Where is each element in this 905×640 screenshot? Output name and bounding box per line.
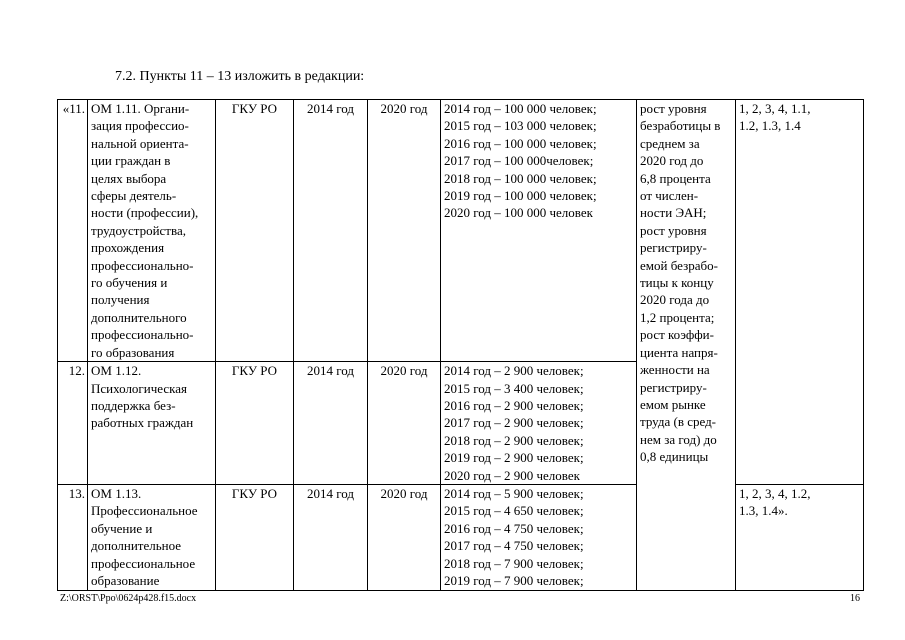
yearly-values: 2014 год – 2 900 человек; 2015 год – 3 400 человек; 2016 год – 2 900 человек; 2017 год – 2 900 человек; 2018 год – 2 900 человек; 2019 год – 2 900 человек; 2020 год – 2 900 человек — [441, 362, 637, 485]
indicators: 1, 2, 3, 4, 1.2, 1.3, 1.4». — [736, 484, 864, 590]
row-number: «11. — [58, 100, 88, 362]
executor: ГКУ РО — [216, 362, 294, 485]
indicators: 1, 2, 3, 4, 1.1, 1.2, 1.3, 1.4 — [736, 100, 864, 362]
row-number: 13. — [58, 484, 88, 590]
table-row — [58, 100, 864, 362]
expected-result: рост уровня безработицы в среднем за 2020 год до 6,8 процента от числен- ности ЭАН; рост уровня регистриру- емой безрабо- тицы к концу 2020 года до 1,2 процента; рост коэффи- циента напря- женности на регистриру- емом рынке труда (в сред- нем за год) до 0,8 единицы — [637, 100, 736, 591]
measure-name: ОМ 1.12. Психологическая поддержка без- работных граждан — [88, 362, 216, 485]
yearly-values: 2014 год – 100 000 человек; 2015 год – 103 000 человек; 2016 год – 100 000 человек; 2017 год – 100 000человек; 2018 год – 100 000 человек; 2019 год – 100 000 человек; 2020 год – 100 000 человек — [441, 100, 637, 362]
measure-name: ОМ 1.13. Профессиональное обучение и дополнительное профессиональное образование — [88, 484, 216, 590]
executor: ГКУ РО — [216, 100, 294, 362]
yearly-values: 2014 год – 5 900 человек; 2015 год – 4 650 человек; 2016 год – 4 750 человек; 2017 год – 4 750 человек; 2018 год – 7 900 человек; 2019 год – 7 900 человек; — [441, 484, 637, 590]
start-year: 2014 год — [294, 362, 368, 485]
table-row — [58, 362, 864, 485]
section-heading: 7.2. Пункты 11 – 13 изложить в редакции: — [115, 69, 365, 84]
indicators-empty — [736, 362, 864, 485]
table-row — [58, 484, 864, 590]
row-number: 12. — [58, 362, 88, 485]
measures-table — [57, 99, 864, 591]
end-year: 2020 год — [368, 362, 441, 485]
start-year: 2014 год — [294, 100, 368, 362]
end-year: 2020 год — [368, 484, 441, 590]
start-year: 2014 год — [294, 484, 368, 590]
page-number: 16 — [850, 593, 860, 604]
executor: ГКУ РО — [216, 484, 294, 590]
file-path: Z:\ORST\Ppo\0624p428.f15.docx — [60, 593, 197, 604]
measure-name: ОМ 1.11. Органи- зация профессио- нальной ориента- ции граждан в целях выбора сферы деятель- ности (профессии), трудоустройства, прохождения профессионально- го обучения и получения дополнительного профессионально- го образования — [88, 100, 216, 362]
end-year: 2020 год — [368, 100, 441, 362]
